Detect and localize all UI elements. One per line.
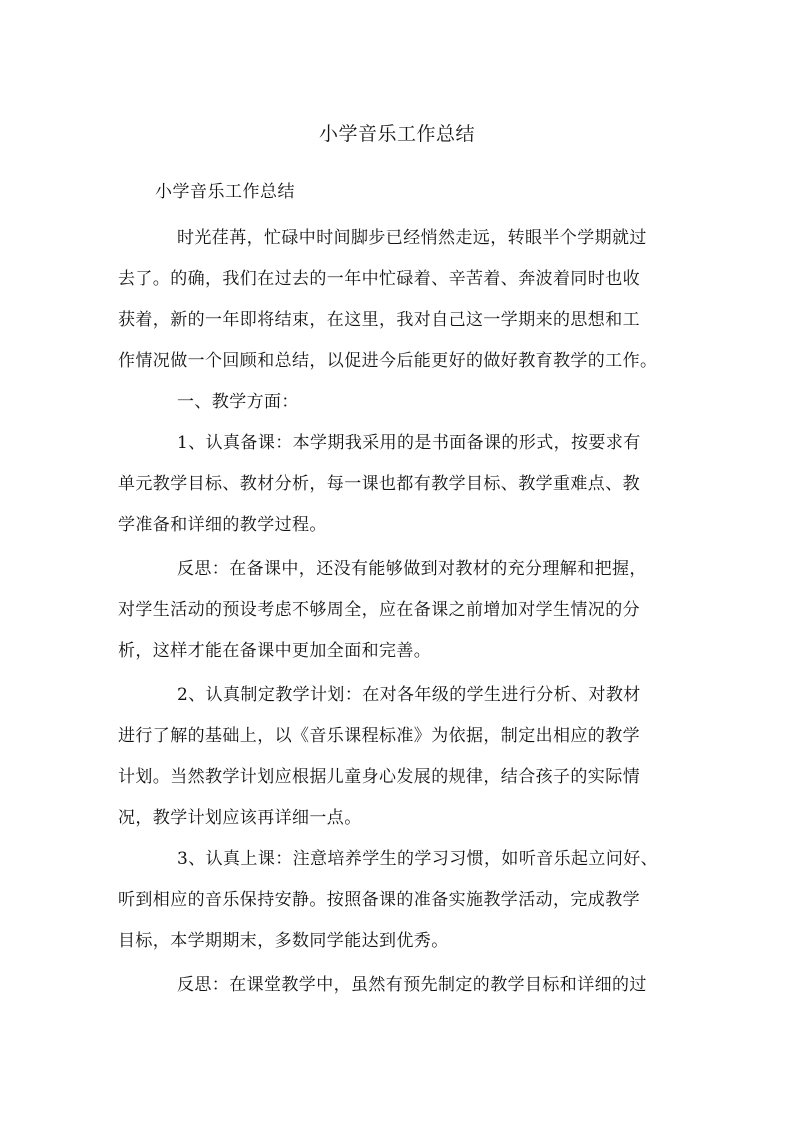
body-line: 析，这样才能在备课中更加全面和完善。 <box>118 641 432 661</box>
body-line: 况，教学计划应该再详细一点。 <box>118 808 362 828</box>
body-line: 1、认真备课：本学期我采用的是书面备课的形式，按要求有 <box>177 433 641 453</box>
body-line: 时光荏苒，忙碌中时间脚步已经悄然走远，转眼半个学期就过 <box>177 228 647 248</box>
body-line: 听到相应的音乐保持安静。按照备课的准备实施教学活动，完成教学 <box>118 890 640 910</box>
body-line: 2、认真制定教学计划：在对各年级的学生进行分析、对教材 <box>177 685 641 705</box>
body-line: 去了。的确，我们在过去的一年中忙碌着、辛苦着、奔波着同时也收 <box>118 269 640 289</box>
body-line: 对学生活动的预设考虑不够周全，应在备课之前增加对学生情况的分 <box>118 600 640 620</box>
body-line: 反思：在备课中，还没有能够做到对教材的充分理解和把握， <box>177 559 647 579</box>
body-line: 单元教学目标、教材分析，每一课也都有教学目标、教学重难点、教 <box>118 474 640 494</box>
body-line: 3、认真上课：注意培养学生的学习习惯，如听音乐起立问好、 <box>177 849 659 869</box>
body-line: 反思：在课堂教学中，虽然有预先制定的教学目标和详细的过 <box>177 975 647 995</box>
section-heading: 一、教学方面： <box>177 392 299 412</box>
body-line: 进行了解的基础上，以《音乐课程标准》为依据，制定出相应的教学 <box>118 726 640 746</box>
body-line: 获着，新的一年即将结束，在这里，我对自己这一学期来的思想和工 <box>118 310 640 330</box>
body-line: 学准备和详细的教学过程。 <box>118 515 327 535</box>
document-title: 小学音乐工作总结 <box>318 123 475 145</box>
body-line: 作情况做一个回顾和总结，以促进今后能更好的做好教育教学的工作。 <box>118 351 658 371</box>
body-line: 计划。当然教学计划应根据儿童身心发展的规律，结合孩子的实际情 <box>118 767 640 787</box>
body-line: 目标，本学期期末，多数同学能达到优秀。 <box>118 931 449 951</box>
document-subtitle: 小学音乐工作总结 <box>155 182 295 202</box>
